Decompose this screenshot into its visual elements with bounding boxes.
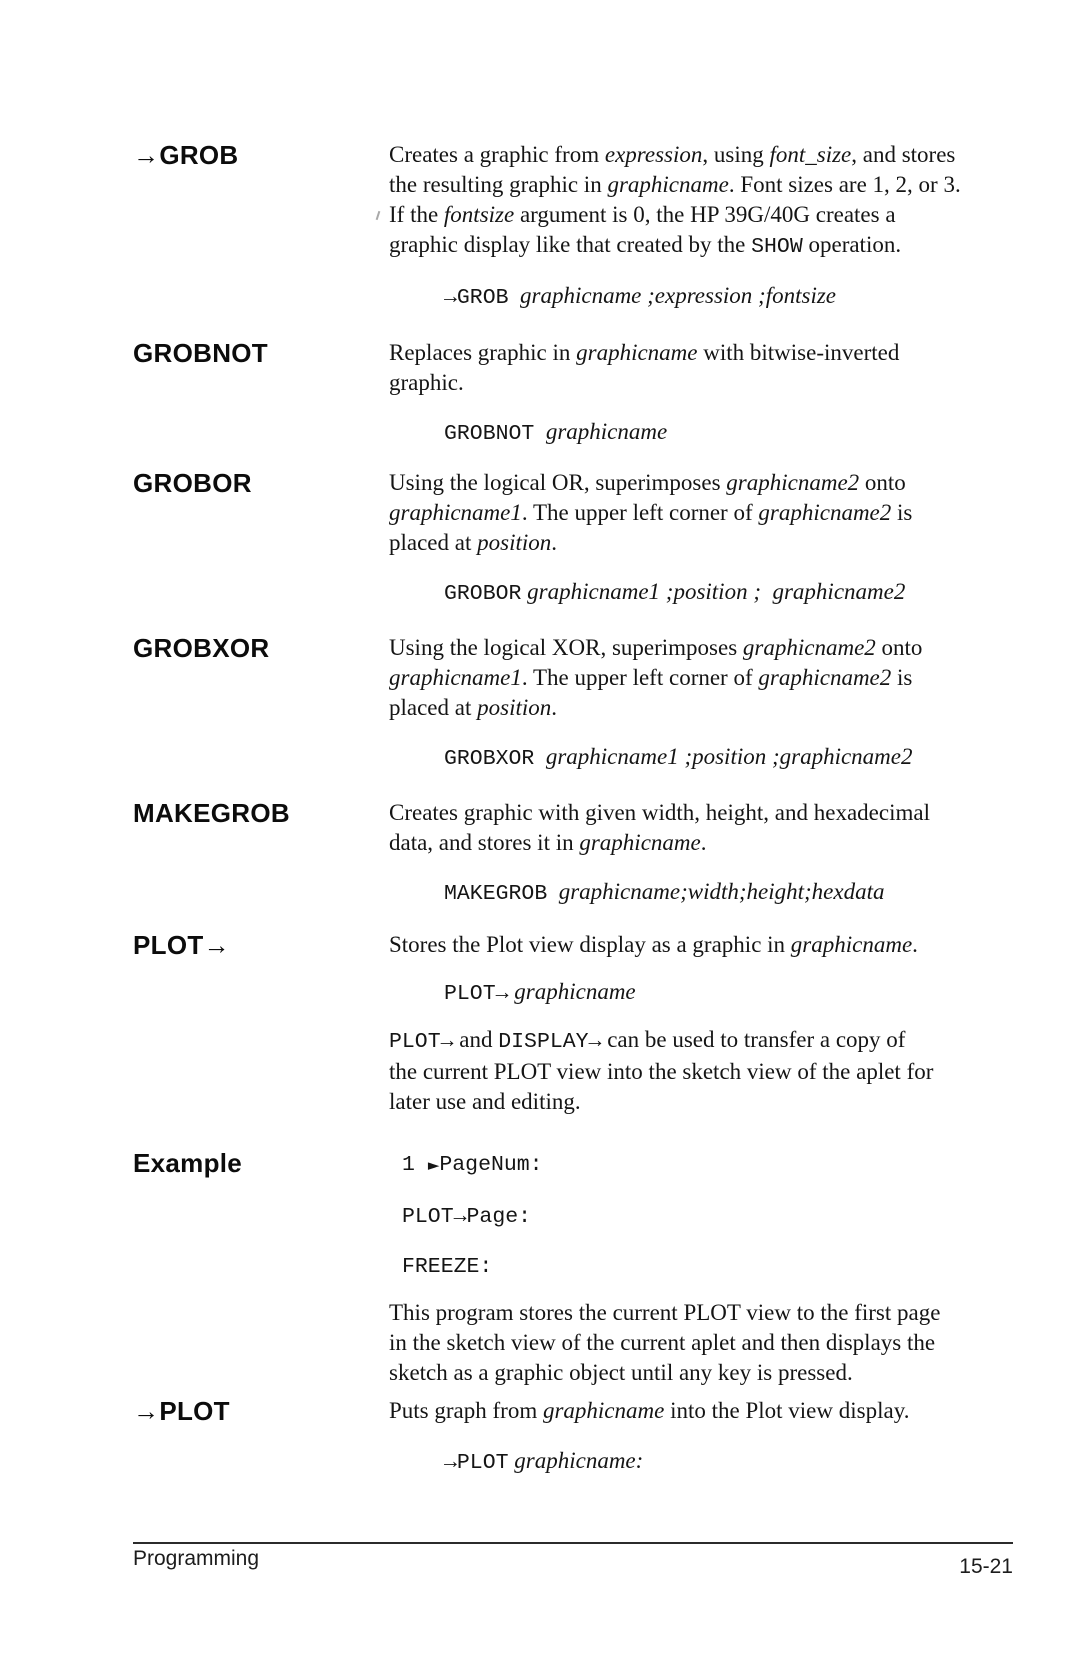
syntax-line: GROBXOR graphicname1 ;position ;graphicname2 — [444, 744, 913, 771]
body-line: placed at position. — [389, 530, 557, 555]
section-body — [389, 633, 922, 774]
footer-rule — [133, 1542, 1013, 1544]
body-line: sketch as a graphic object until any key is pressed. — [389, 1360, 853, 1385]
footer-page-number: 15-21 — [959, 1555, 1013, 1578]
command-heading-grobxor: GROBXOR — [133, 633, 270, 663]
code-line: PLOT→Page: — [402, 1205, 532, 1229]
command-heading-grobnot: GROBNOT — [133, 338, 268, 368]
section-body — [389, 1396, 909, 1478]
body-line: later use and editing. — [389, 1089, 581, 1114]
body-line: the current PLOT view into the sketch view of the aplet for — [389, 1059, 934, 1084]
body-line: graphic. — [389, 370, 464, 395]
example-heading: Example — [133, 1148, 243, 1178]
command-heading-makegrob: MAKEGROB — [133, 798, 290, 828]
section-body — [389, 338, 899, 449]
code-line: FREEZE: — [402, 1255, 493, 1279]
command-heading-plot-to: PLOT→ — [133, 930, 230, 960]
syntax-line: →PLOT graphicname: — [444, 1448, 644, 1475]
body-line: Stores the Plot view display as a graphic in graphicname. — [389, 932, 918, 957]
body-line: PLOT→ and DISPLAY→ can be used to transfer a copy of — [389, 1027, 906, 1054]
section-body — [389, 140, 961, 313]
body-line: graphic display like that created by the SHOW operation. — [389, 232, 902, 259]
body-line: placed at position. — [389, 695, 557, 720]
section-body — [389, 468, 912, 609]
syntax-line: →GROB graphicname ;expression ;fontsize — [444, 283, 836, 310]
body-line: Creates graphic with given width, height, and hexadecimal — [389, 800, 930, 825]
footer-chapter-label: Programming — [133, 1547, 260, 1570]
body-line: Replaces graphic in graphicname with bitwise-inverted — [389, 340, 900, 365]
body-line: Using the logical OR, superimposes graphicname2 onto — [389, 470, 906, 495]
syntax-line: MAKEGROB graphicname;width;height;hexdata — [444, 879, 885, 906]
section-body — [389, 798, 930, 909]
scan-speck-artifact — [376, 211, 381, 220]
syntax-line: GROBNOT graphicname — [444, 419, 668, 446]
body-line: This program stores the current PLOT view to the first page — [389, 1300, 941, 1325]
command-heading-to-plot: →PLOT — [133, 1396, 230, 1426]
body-line: Using the logical XOR, superimposes graphicname2 onto — [389, 635, 923, 660]
command-heading-grobor: GROBOR — [133, 468, 252, 498]
body-line: graphicname1. The upper left corner of graphicname2 is — [389, 665, 913, 690]
body-line: data, and stores it in graphicname. — [389, 830, 707, 855]
body-line: If the fontsize argument is 0, the HP 39G/40G creates a — [389, 202, 896, 227]
section-body — [389, 1148, 940, 1388]
body-line: graphicname1. The upper left corner of graphicname2 is — [389, 500, 913, 525]
syntax-line: PLOT→ graphicname — [444, 979, 636, 1006]
body-line: in the sketch view of the current aplet and then displays the — [389, 1330, 936, 1355]
command-heading-grob: →GROB — [133, 140, 239, 170]
body-line: Puts graph from graphicname into the Plot view display. — [389, 1398, 910, 1423]
body-line: the resulting graphic in graphicname. Font sizes are 1, 2, or 3. — [389, 172, 961, 197]
code-line: 1 ►PageNum: — [402, 1153, 543, 1177]
section-body — [389, 930, 933, 1117]
body-line: Creates a graphic from expression, using font_size, and stores — [389, 142, 956, 167]
syntax-line: GROBOR graphicname1 ;position ; graphicname2 — [444, 579, 906, 606]
